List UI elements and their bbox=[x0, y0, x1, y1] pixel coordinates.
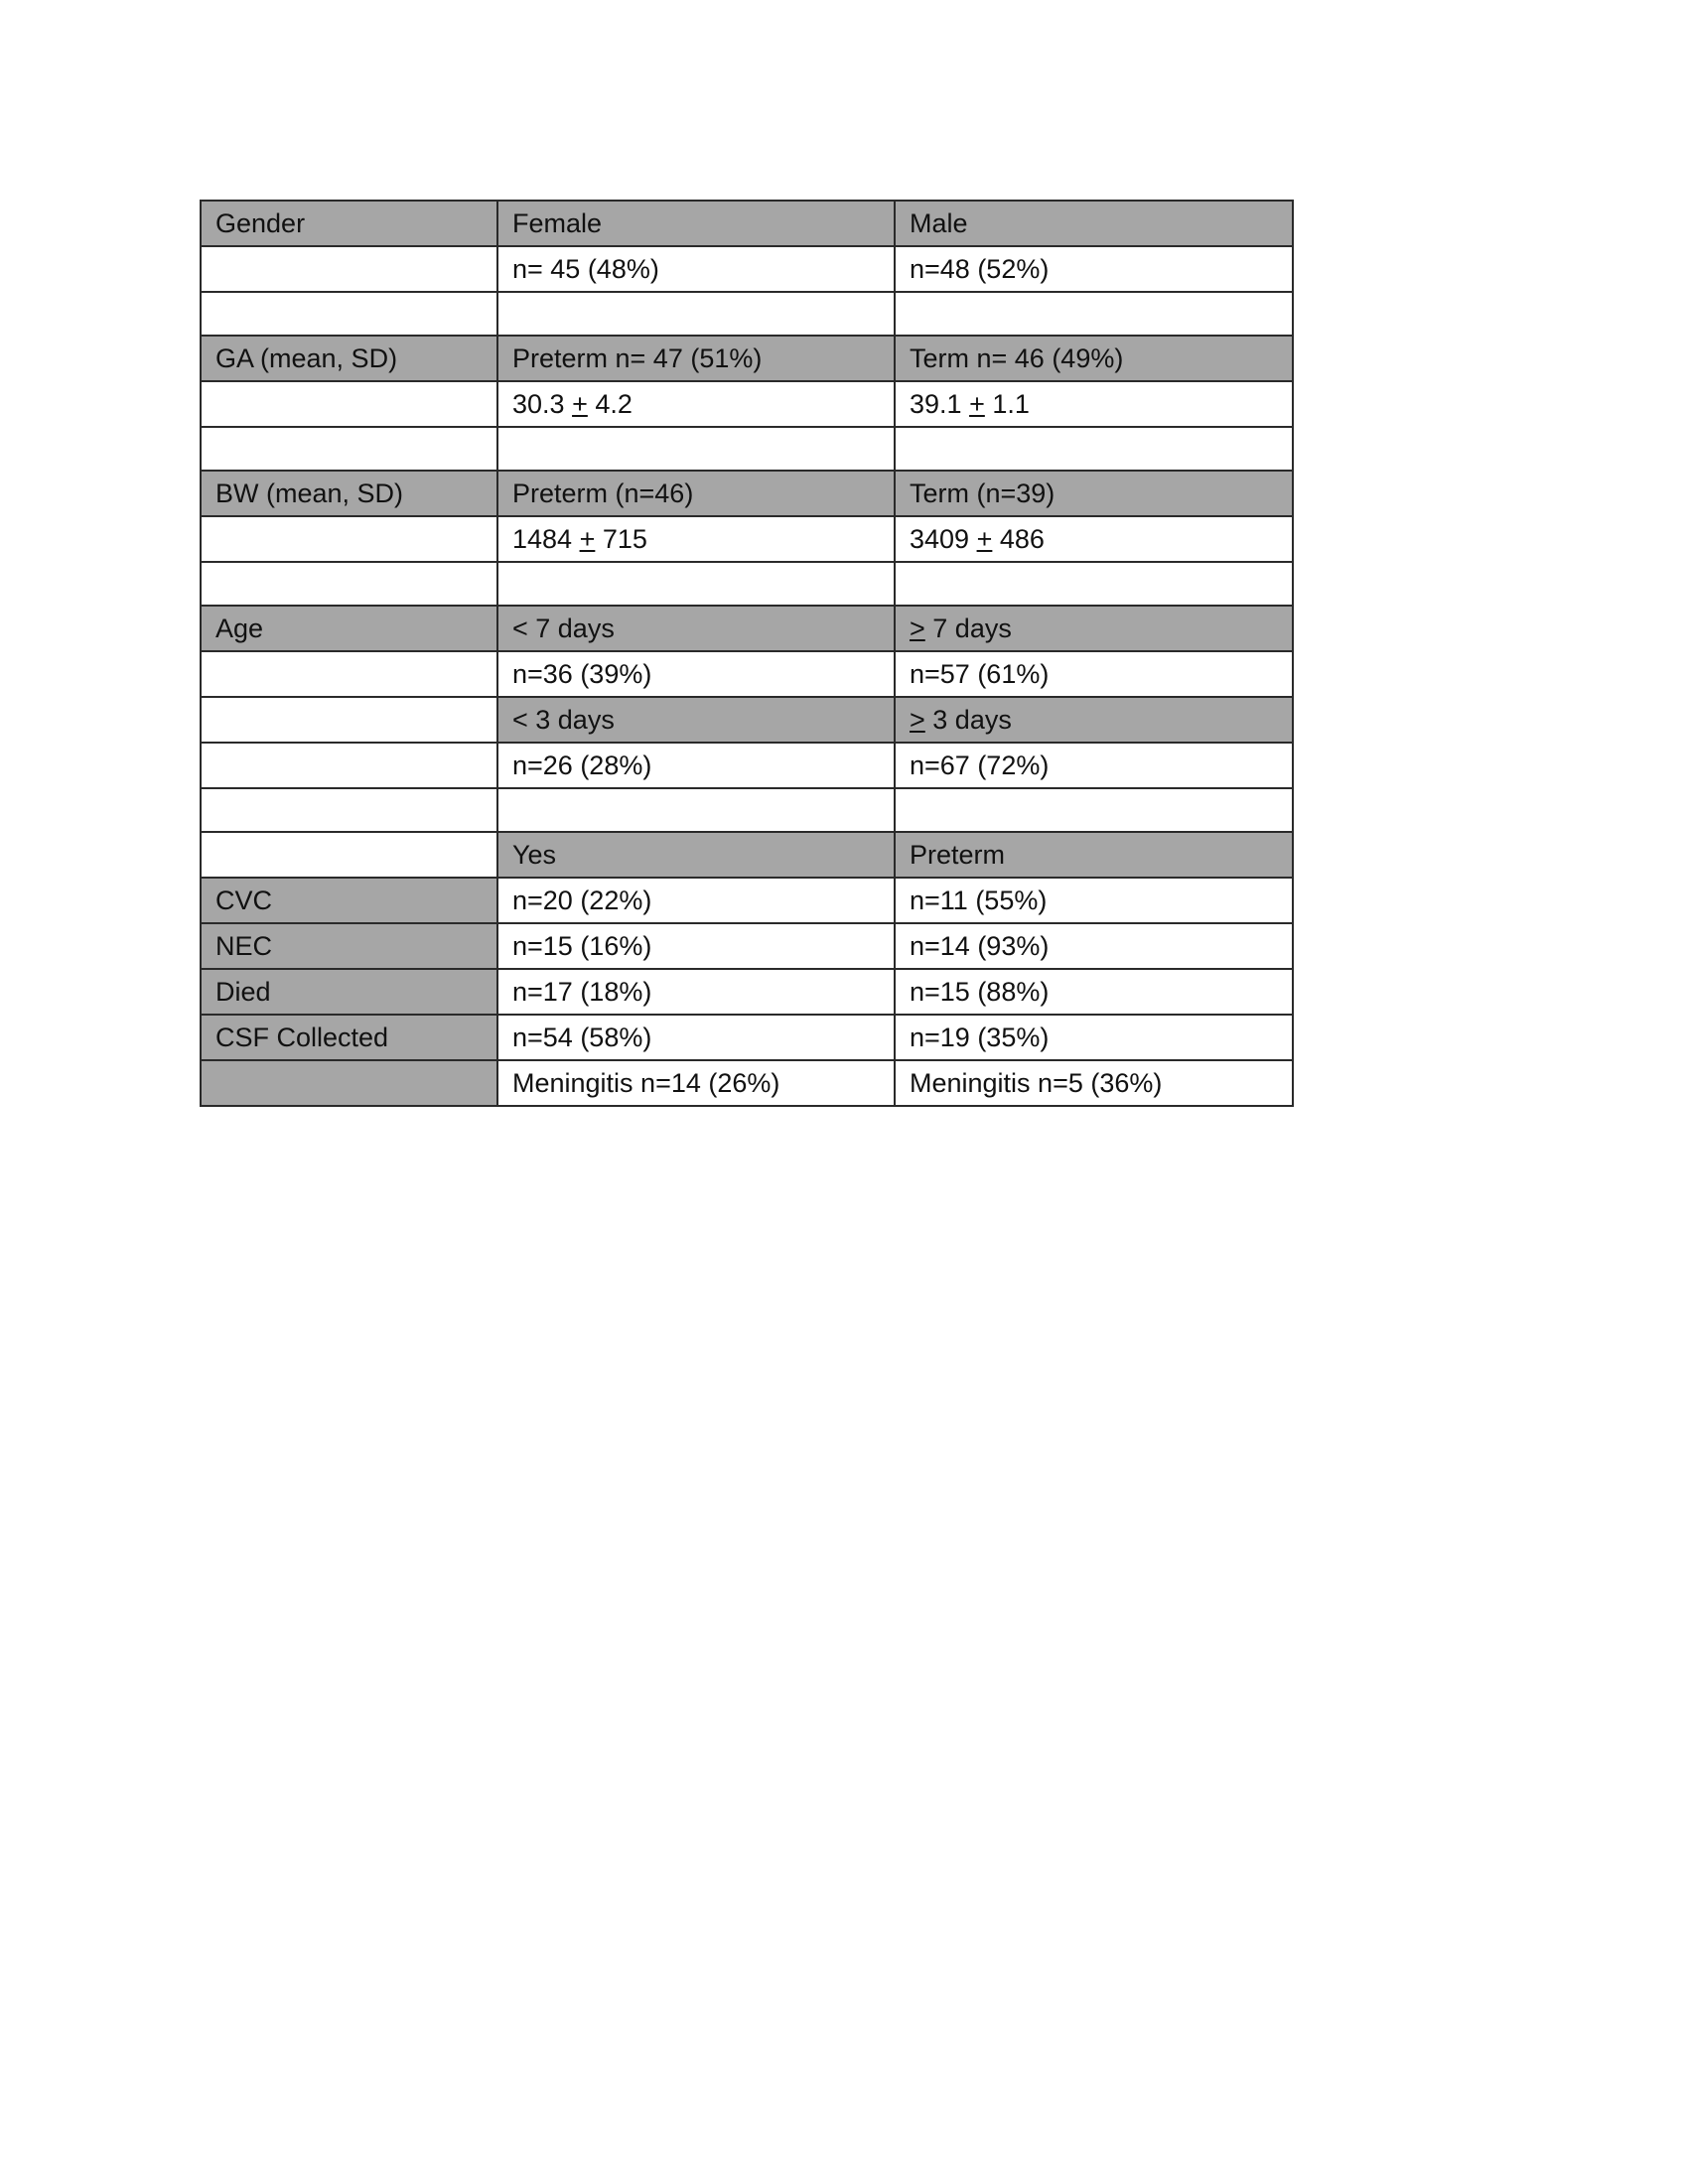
table-cell-col-a bbox=[497, 292, 895, 336]
cell-text-part: 3 days bbox=[924, 705, 1012, 735]
table-cell-col-a bbox=[497, 562, 895, 606]
table-cell-label: Gender bbox=[201, 201, 497, 246]
table-cell-label bbox=[201, 743, 497, 788]
table-cell-col-a: < 3 days bbox=[497, 697, 895, 743]
table-cell-col-b bbox=[895, 606, 1293, 651]
table-cell-col-b bbox=[895, 697, 1293, 743]
underlined-symbol: > bbox=[910, 614, 925, 643]
table-cell-label bbox=[201, 651, 497, 697]
table-cell-col-a: Preterm n= 47 (51%) bbox=[497, 336, 895, 381]
table-row bbox=[201, 336, 1293, 381]
table-cell-col-b bbox=[895, 381, 1293, 427]
underlined-symbol: + bbox=[579, 524, 596, 554]
table-row bbox=[201, 516, 1293, 562]
table-cell-col-a: n= 45 (48%) bbox=[497, 246, 895, 292]
table-cell-label: Age bbox=[201, 606, 497, 651]
cell-text-part: 39.1 bbox=[910, 389, 970, 419]
table-row bbox=[201, 562, 1293, 606]
table-cell-label bbox=[201, 427, 497, 471]
table-row bbox=[201, 743, 1293, 788]
cell-text-part: 486 bbox=[992, 524, 1045, 554]
table-cell-label bbox=[201, 697, 497, 743]
underlined-symbol: + bbox=[969, 389, 985, 419]
table-cell-label: NEC bbox=[201, 923, 497, 969]
table-row bbox=[201, 471, 1293, 516]
table-cell-label bbox=[201, 381, 497, 427]
cell-text-part: 4.2 bbox=[587, 389, 633, 419]
table-row bbox=[201, 381, 1293, 427]
table-cell-label bbox=[201, 788, 497, 832]
underlined-symbol: + bbox=[976, 524, 993, 554]
table-cell-col-a: n=54 (58%) bbox=[497, 1015, 895, 1060]
table-cell-col-b: n=48 (52%) bbox=[895, 246, 1293, 292]
table-cell-col-b bbox=[895, 427, 1293, 471]
table-cell-label: GA (mean, SD) bbox=[201, 336, 497, 381]
table-row bbox=[201, 246, 1293, 292]
table-cell-col-b: n=57 (61%) bbox=[895, 651, 1293, 697]
table-row bbox=[201, 1060, 1293, 1106]
table-cell-col-b: n=67 (72%) bbox=[895, 743, 1293, 788]
underlined-symbol: + bbox=[572, 389, 588, 419]
table-cell-col-b: Term n= 46 (49%) bbox=[895, 336, 1293, 381]
cell-text-part: 1484 bbox=[512, 524, 580, 554]
table-cell-col-a: n=26 (28%) bbox=[497, 743, 895, 788]
table-row bbox=[201, 1015, 1293, 1060]
table-row bbox=[201, 923, 1293, 969]
table-cell-col-a bbox=[497, 427, 895, 471]
table-cell-col-a: Yes bbox=[497, 832, 895, 878]
table-cell-col-a: Preterm (n=46) bbox=[497, 471, 895, 516]
table-cell-col-a bbox=[497, 516, 895, 562]
table-cell-col-b: n=15 (88%) bbox=[895, 969, 1293, 1015]
demographics-table bbox=[200, 200, 1294, 1107]
table-cell-label: Died bbox=[201, 969, 497, 1015]
table-cell-label bbox=[201, 246, 497, 292]
table-cell-label: CVC bbox=[201, 878, 497, 923]
table-cell-col-b bbox=[895, 562, 1293, 606]
table-row bbox=[201, 427, 1293, 471]
table-cell-col-a: n=20 (22%) bbox=[497, 878, 895, 923]
table-cell-col-b bbox=[895, 788, 1293, 832]
table-cell-label bbox=[201, 292, 497, 336]
table-row bbox=[201, 969, 1293, 1015]
table-cell-col-a: Meningitis n=14 (26%) bbox=[497, 1060, 895, 1106]
table-row bbox=[201, 697, 1293, 743]
table-cell-col-b: Term (n=39) bbox=[895, 471, 1293, 516]
table-cell-label bbox=[201, 516, 497, 562]
table-cell-col-b bbox=[895, 292, 1293, 336]
table-cell-col-a: n=36 (39%) bbox=[497, 651, 895, 697]
table-body bbox=[201, 201, 1293, 1106]
table-cell-col-b: Male bbox=[895, 201, 1293, 246]
cell-text-part: 7 days bbox=[924, 614, 1012, 643]
table-row bbox=[201, 788, 1293, 832]
table-cell-col-a bbox=[497, 381, 895, 427]
table-row bbox=[201, 201, 1293, 246]
cell-text-part: 30.3 bbox=[512, 389, 573, 419]
cell-text-part: 1.1 bbox=[984, 389, 1030, 419]
table-cell-col-b: Preterm bbox=[895, 832, 1293, 878]
table-cell-label bbox=[201, 1060, 497, 1106]
table-row bbox=[201, 832, 1293, 878]
cell-text-part: 3409 bbox=[910, 524, 977, 554]
table-row bbox=[201, 292, 1293, 336]
table-cell-col-b: Meningitis n=5 (36%) bbox=[895, 1060, 1293, 1106]
table-row bbox=[201, 651, 1293, 697]
table-cell-label: BW (mean, SD) bbox=[201, 471, 497, 516]
table-cell-col-a: n=15 (16%) bbox=[497, 923, 895, 969]
cell-text-part: 715 bbox=[595, 524, 647, 554]
table-cell-label: CSF Collected bbox=[201, 1015, 497, 1060]
table-cell-col-a bbox=[497, 788, 895, 832]
table-row bbox=[201, 878, 1293, 923]
table-cell-col-b: n=11 (55%) bbox=[895, 878, 1293, 923]
table-cell-col-b: n=19 (35%) bbox=[895, 1015, 1293, 1060]
table-row bbox=[201, 606, 1293, 651]
table-cell-col-a: < 7 days bbox=[497, 606, 895, 651]
table-cell-label bbox=[201, 832, 497, 878]
table-cell-col-b bbox=[895, 516, 1293, 562]
table-cell-col-a: n=17 (18%) bbox=[497, 969, 895, 1015]
table-cell-col-b: n=14 (93%) bbox=[895, 923, 1293, 969]
underlined-symbol: > bbox=[910, 705, 925, 735]
table-cell-col-a: Female bbox=[497, 201, 895, 246]
table-cell-label bbox=[201, 562, 497, 606]
